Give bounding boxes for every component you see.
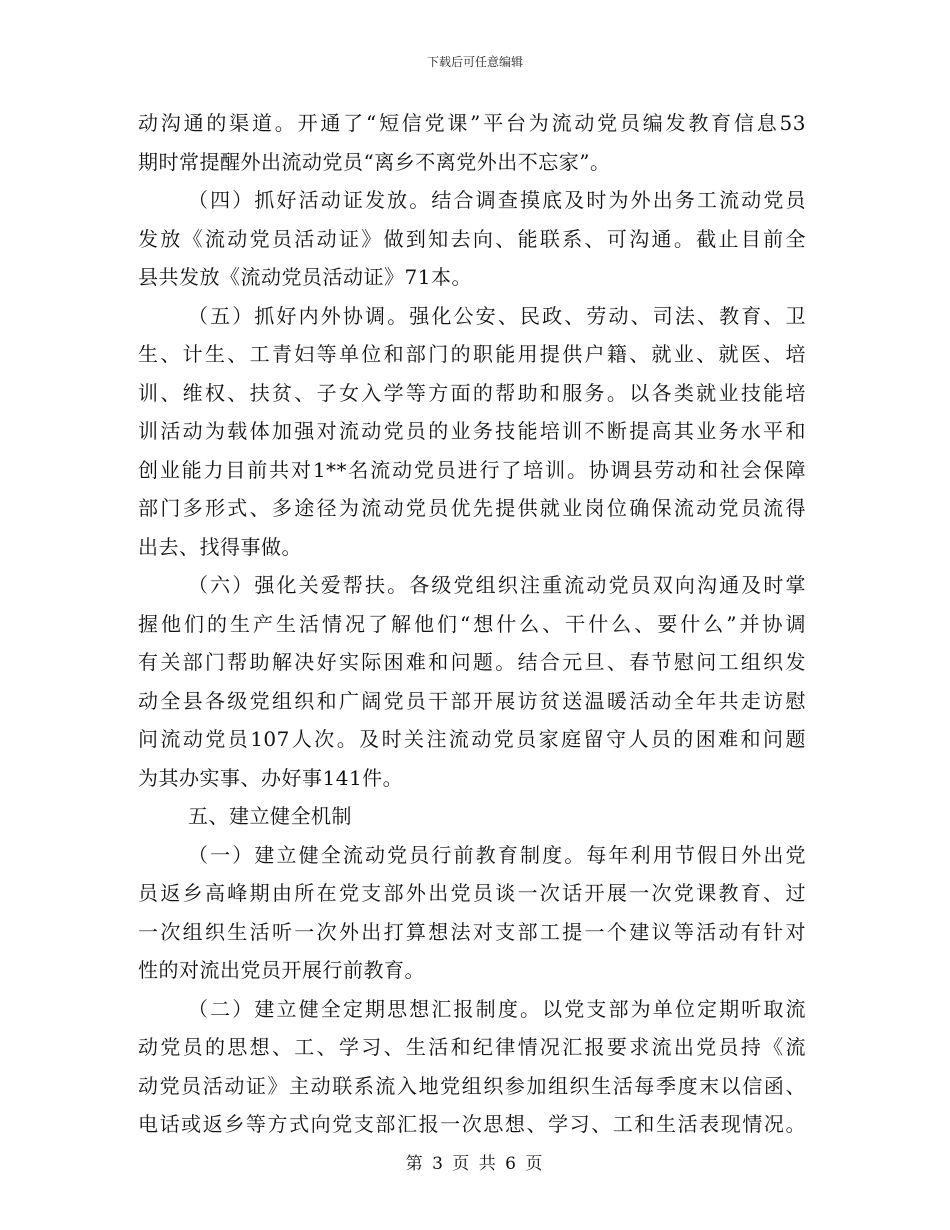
text-line: 出去、找得事做。 [138,534,302,559]
text-line: 有关部门帮助解决好实际困难和问题。结合元旦、春节慰问工组织发 [138,650,806,674]
text-line: （五）抓好内外协调。强化公安、民政、劳动、司法、教育、卫 [188,303,806,328]
text-line: （一）建立健全流动党员行前教育制度。每年利用节假日外出党 [188,842,806,867]
text-line: 训、维权、扶贫、子女入学等方面的帮助和服务。以各类就业技能培 [138,380,806,405]
text-line: 生、计生、工青妇等单位和部门的职能用提供户籍、就业、就医、培 [138,342,806,366]
text-line: 部门多形式、多途径为流动党员优先提供就业岗位确保流动党员流得 [138,496,806,520]
text-line: 动党员的思想、工、学习、生活和纪律情况汇报要求流出党员持《流 [138,1035,806,1059]
text-line: 期时常提醒外出流动党员“离乡不离党外出不忘家”。 [138,149,611,174]
text-line: 五、建立健全机制 [188,804,352,828]
text-line: （四）抓好活动证发放。结合调查摸底及时为外出务工流动党员 [188,188,806,212]
text-line: 问流动党员107人次。及时关注流动党员家庭留守人员的困难和问题 [138,727,806,751]
text-line: 县共发放《流动党员活动证》71本。 [138,265,472,289]
text-line: 训活动为载体加强对流动党员的业务技能培训不断提高其业务水平和 [138,419,806,443]
page-footer: 第 3 页 共 6 页 [405,1154,545,1174]
text-line: （二）建立健全定期思想汇报制度。以党支部为单位定期听取流 [188,996,806,1021]
text-line: 发放《流动党员活动证》做到知去向、能联系、可沟通。截止目前全 [138,226,806,251]
text-line: 动党员活动证》主动联系流入地党组织参加组织生活每季度末以信函、 [138,1073,806,1098]
text-line: （六）强化关爱帮扶。各级党组织注重流动党员双向沟通及时掌 [188,573,806,597]
text-line: 握他们的生产生活情况了解他们“想什么、干什么、要什么”并协调 [138,611,806,636]
text-line: 动全县各级党组织和广阔党员干部开展访贫送温暖活动全年共走访慰 [138,688,806,713]
text-line: 动沟通的渠道。开通了“短信党课”平台为流动党员编发教育信息53 [138,111,806,135]
text-line: 创业能力目前共对1**名流动党员进行了培训。协调县劳动和社会保障 [138,457,806,482]
text-line: 为其办实事、办好事141件。 [138,765,404,790]
text-line: 员返乡高峰期由所在党支部外出党员谈一次话开展一次党课教育、过 [138,881,806,905]
page-header: 下载后可任意编辑 [426,55,523,69]
text-line: 性的对流出党员开展行前教育。 [138,958,425,982]
text-line: 电话或返乡等方式向党支部汇报一次思想、学习、工和生活表现情况。 [138,1112,806,1136]
document-body [138,104,806,1144]
text-line: 一次组织生活听一次外出打算想法对支部工提一个建议等活动有针对 [138,919,806,944]
